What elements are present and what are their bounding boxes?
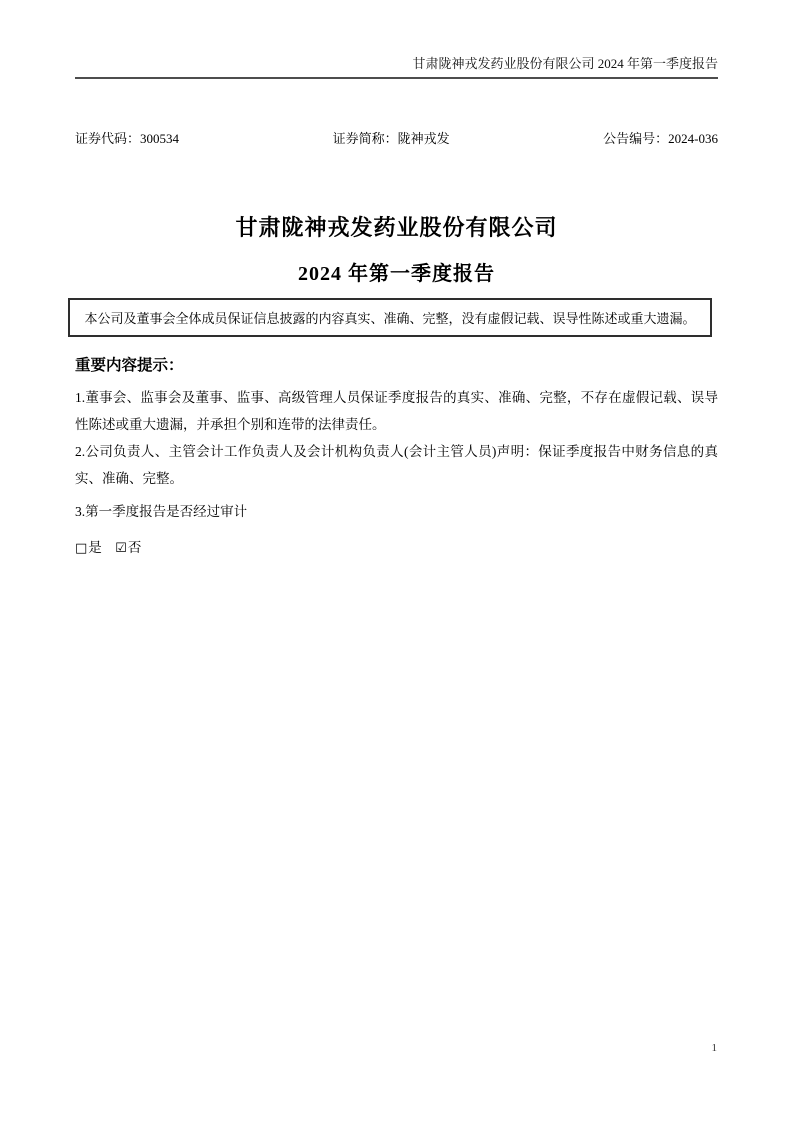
security-code xyxy=(75,128,179,147)
security-name-value: 陇神戎发 xyxy=(397,131,450,146)
audit-option-yes xyxy=(75,540,105,555)
statement-text: 本公司及董事会全体成员保证信息披露的内容真实、准确、完整，没有虚假记载、误导性陈述或重大遗漏。 xyxy=(84,311,696,326)
page-number: 1 xyxy=(711,1042,717,1054)
audit-option-yes-label: 是 xyxy=(88,540,102,555)
announcement-number xyxy=(603,128,718,147)
statement-box xyxy=(68,298,712,337)
checkbox-checked-icon: ☑ xyxy=(115,541,127,556)
notice-item-1: 1.董事会、监事会及董事、监事、高级管理人员保证季度报告的真实、准确、完整，不存在虚假记载、误导性陈述或重大遗漏，并承担个别和连带的法律责任。 xyxy=(75,390,718,432)
running-header: 甘肃陇神戎发药业股份有限公司 2024 年第一季度报告 xyxy=(75,0,718,79)
company-title: 甘肃陇神戎发药业股份有限公司 xyxy=(235,215,558,240)
checkbox-unchecked-icon: □ xyxy=(75,541,88,556)
announcement-number-value: 2024-036 xyxy=(668,131,718,146)
codes-row xyxy=(75,128,718,147)
notice-item-2: 2.公司负责人、主管会计工作负责人及会计机构负责人(会计主管人员)声明：保证季度报告中财务信息的真实、准确、完整。 xyxy=(75,444,718,486)
audit-option-no xyxy=(115,540,141,555)
notice-item-3: 3.第一季度报告是否经过审计 xyxy=(75,504,248,519)
security-code-label: 证券代码： xyxy=(75,131,141,146)
audit-answer-row xyxy=(75,534,718,562)
audit-option-no-label: 否 xyxy=(127,540,142,555)
security-name-label: 证券简称： xyxy=(332,131,398,146)
announcement-number-label: 公告编号： xyxy=(603,131,669,146)
security-name xyxy=(333,128,450,147)
report-period-title: 2024 年第一季度报告 xyxy=(298,263,495,285)
security-code-value: 300534 xyxy=(140,131,180,146)
important-notice-heading: 重要内容提示： xyxy=(75,357,184,374)
